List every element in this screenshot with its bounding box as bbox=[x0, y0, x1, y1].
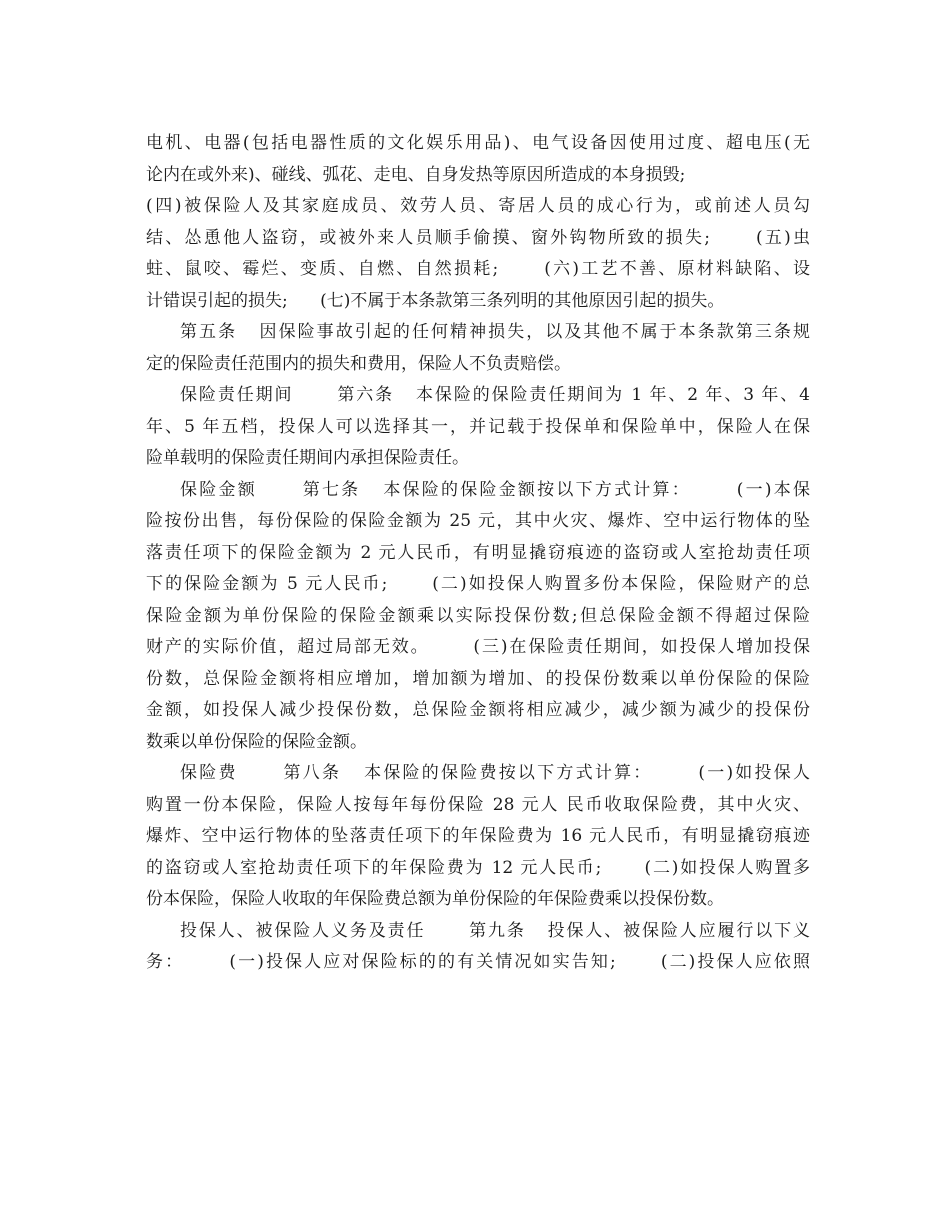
text-line: 保险金额为单份保险的保险金额乘以实际投保份数;但总保险金额不得超过保险 bbox=[146, 605, 810, 626]
text-line: 投保人、被保险人义务及责任 第九条 投保人、被保险人应履行以下义 bbox=[180, 920, 810, 941]
document-body bbox=[146, 128, 810, 979]
text-line: 定的保险责任范围内的损失和费用，保险人不负责赔偿。 bbox=[146, 353, 571, 374]
text-line: 保险费 第八条 本保险的保险费按以下方式计算： (一)如投保人 bbox=[180, 763, 810, 783]
text-line: 爆炸、空中运行物体的坠落责任项下的年保险费为 16 元人民币，有明显撬窃痕迹 bbox=[146, 826, 810, 846]
text-line: 第五条 因保险事故引起的任何精神损失，以及其他不属于本条款第三条规 bbox=[180, 322, 810, 342]
text-line: 财产的实际价值，超过局部无效。 (三)在保险责任期间，如投保人增加投保 bbox=[146, 637, 810, 657]
text-line: 险单载明的保险责任期间内承担保险责任。 bbox=[146, 448, 469, 468]
text-line: 的盗窃或人室抢劫责任项下的年保险费为 12 元人民币; (二)如投保人购置多 bbox=[146, 857, 810, 878]
text-line: 份本保险，保险人收取的年保险费总额为单份保险的年保险费乘以投保份数。 bbox=[146, 889, 724, 909]
text-line: 务： (一)投保人应对保险标的的有关情况如实告知; (二)投保人应依照 bbox=[146, 952, 810, 972]
text-line: 电机、电器(包括电器性质的文化娱乐用品)、电气设备因使用过度、超电压(无 bbox=[146, 133, 810, 153]
text-line: 保险金额 第七条 本保险的保险金额按以下方式计算： (一)本保 bbox=[180, 479, 810, 500]
text-line: 数乘以单份保险的保险金额。 bbox=[146, 731, 367, 752]
text-line: (四)被保险人及其家庭成员、效劳人员、寄居人员的成心行为，或前述人员勾 bbox=[146, 196, 810, 216]
text-line: 险按份出售，每份保险的保险金额为 25 元，其中火灾、爆炸、空中运行物体的坠 bbox=[146, 511, 810, 531]
text-line: 论内在或外来)、碰线、弧花、走电、自身发热等原因所造成的本身损毁; bbox=[146, 164, 686, 185]
text-line: 下的保险金额为 5 元人民币; (二)如投保人购置多份本保险，保险财产的总 bbox=[146, 574, 810, 594]
text-line: 计错误引起的损失; (七)不属于本条款第三条列明的其他原因引起的损失。 bbox=[146, 290, 725, 311]
text-line: 年、5 年五档，投保人可以选择其一，并记载于投保单和保险单中，保险人在保 bbox=[146, 416, 810, 437]
text-line: 份数，总保险金额将相应增加，增加额为增加、的投保份数乘以单份保险的保险 bbox=[146, 668, 810, 689]
text-line: 保险责任期间 第六条 本保险的保险责任期间为 1 年、2 年、3 年、4 bbox=[180, 385, 810, 405]
text-line: 落责任项下的保险金额为 2 元人民币，有明显撬窃痕迹的盗窃或人室抢劫责任项 bbox=[146, 542, 810, 563]
text-line: 购置一份本保险，保险人按每年每份保险 28 元人 民币收取保险费，其中火灾、 bbox=[146, 794, 810, 815]
text-line: 蛀、鼠咬、霉烂、变质、自燃、自然损耗; (六)工艺不善、原材料缺陷、设 bbox=[146, 259, 810, 279]
text-line: 结、怂恿他人盗窃，或被外来人员顺手偷摸、窗外钩物所致的损失; (五)虫 bbox=[146, 227, 810, 248]
text-line: 金额，如投保人减少投保份数，总保险金额将相应减少，减少额为减少的投保份 bbox=[146, 700, 810, 720]
